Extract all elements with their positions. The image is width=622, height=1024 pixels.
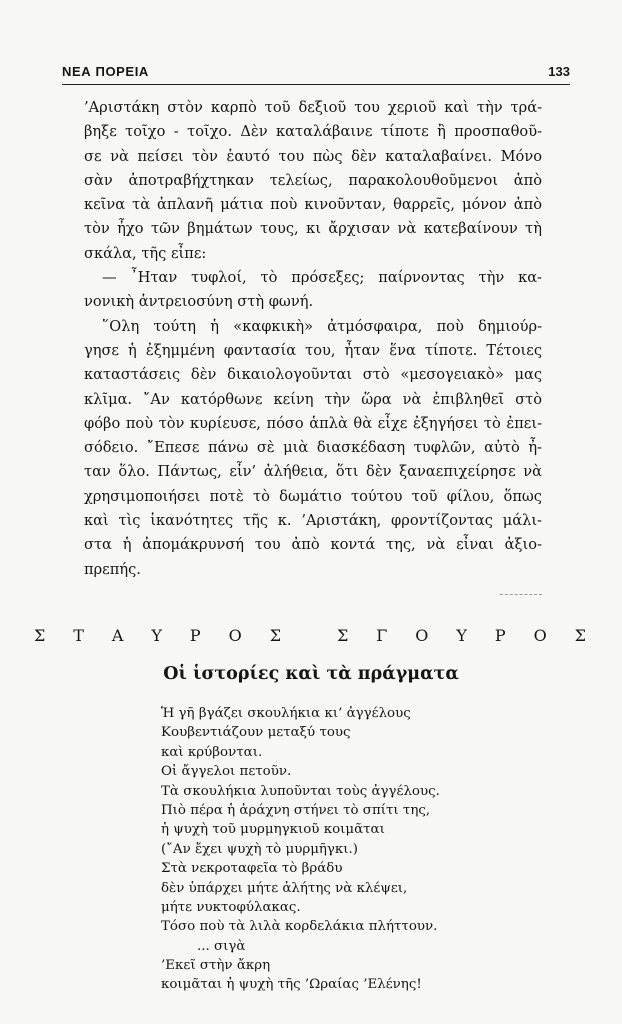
prose-line: σόδειο. ῎Επεσε πάνω σὲ μιὰ διασκέδαση τυφλῶν, αὐτὸ ἦ- bbox=[84, 439, 542, 457]
author-letter: Σ bbox=[269, 626, 282, 645]
poem-line: Στὰ νεκροταφεῖα τὸ βράδυ bbox=[161, 861, 343, 877]
poem-line: Ἡ γῆ βγάζει σκουλήκια κι’ ἀγγέλους bbox=[161, 706, 411, 721]
poem-line: Τὰ σκουλήκια λυποῦνται τοὺς ἀγγέλους. bbox=[161, 783, 440, 799]
prose-line: ταν ὅλο. Πάντως, εἶν’ ἀλήθεια, ὅτι δὲν ξαναεπιχείρησε νὰ bbox=[84, 463, 542, 481]
poem-line: Οἱ ἄγγελοι πετοῦν. bbox=[161, 764, 292, 780]
author-name bbox=[34, 626, 586, 650]
author-letter: Σ bbox=[336, 626, 349, 645]
prose-line: τὸν ἦχο τῶν βημάτων τους, κι ἄρχισαν νὰ κατεβαίνουν τὴ bbox=[84, 220, 542, 238]
author-letter: Γ bbox=[376, 626, 388, 645]
prose-line: γησε ἡ ἐξημμένη φαντασία του, ἦταν ἕνα τίποτε. Τέτοιες bbox=[84, 341, 542, 359]
poem-title: Οἱ ἱστορίες καὶ τὰ πράγματα bbox=[163, 664, 459, 684]
prose-body bbox=[84, 96, 542, 582]
prose-line: καταστάσεις δὲν δικαιολογοῦνται στὸ «μεσογειακὸ» μας bbox=[84, 366, 542, 384]
poem-line: Πιὸ πέρα ἡ ἀράχνη στήνει τὸ σπίτι της, bbox=[161, 802, 431, 818]
author-letter: Ρ bbox=[494, 626, 506, 645]
poem-line: δὲν ὑπάρχει μήτε ἀλήτης νὰ κλέψει, bbox=[161, 880, 408, 896]
prose-line: χρησιμοποιήσει ποτὲ τὸ δωμάτιο τούτου τοῦ φίλου, ὅπως bbox=[84, 487, 542, 505]
poem-line: (῎Αν ἔχει ψυχὴ τὸ μυρμῆγκι.) bbox=[161, 841, 359, 857]
running-head bbox=[62, 62, 570, 85]
author-letter: Ο bbox=[415, 626, 429, 645]
prose-line: ’Αριστάκη στὸν καρπὸ τοῦ δεξιοῦ του χεριοῦ καὶ τὴν τρά- bbox=[84, 99, 542, 116]
author-letter: Ρ bbox=[189, 626, 201, 645]
end-ornament bbox=[500, 594, 542, 597]
author-letter: Ο bbox=[533, 626, 547, 645]
prose-line: βηξε τοῖχο - τοῖχο. Δὲν καταλάβαινε τίποτε ἢ προσπαθοῦ- bbox=[84, 123, 542, 141]
poem-line: ’Εκεῖ στὴν ἄκρη bbox=[161, 958, 271, 974]
page-number: 133 bbox=[548, 64, 570, 79]
author-letter: Σ bbox=[574, 626, 586, 645]
author-letter: Υ bbox=[151, 626, 162, 645]
author-letter: Σ bbox=[34, 626, 46, 645]
author-letter: Τ bbox=[73, 626, 84, 645]
prose-line: — ῏Ηταν τυφλοί, τὸ πρόσεξες; παίρνοντας τὴν κα- bbox=[102, 269, 542, 287]
author-letter: Υ bbox=[456, 626, 467, 645]
prose-line: σὰν ἀποτραβήχτηκαν τελείως, παρακολουθοῦμενοι ἀπὸ bbox=[84, 171, 542, 189]
poem-line: καὶ κρύβονται. bbox=[161, 744, 263, 760]
journal-title: ΝΕΑ ΠΟΡΕΙΑ bbox=[62, 64, 149, 79]
poem-line: κοιμᾶται ἡ ψυχὴ τῆς ’Ωραίας ’Ελένης! bbox=[161, 977, 422, 993]
prose-line: κλῖμα. ῎Αν κατόρθωνε κείνη τὴν ὥρα νὰ ἐπιβληθεῖ στὸ bbox=[84, 390, 542, 408]
prose-line: ῞Ολη τούτη ἡ «καφκικὴ» ἀτμόσφαιρα, ποὺ δημιούρ- bbox=[102, 317, 542, 335]
prose-line: στα ἡ ἀπομάκρυνσή του ἀπὸ κοντά της, νὰ εἶναι ἀξιο- bbox=[84, 536, 542, 554]
author-letter: Ο bbox=[228, 626, 242, 645]
prose-line: σε νὰ πείσει τὸν ἑαυτό του πὼς δὲν καταλαβαίνει. Μόνο bbox=[84, 147, 542, 165]
poem-line: ἡ ψυχὴ τοῦ μυρμηγκιοῦ κοιμᾶται bbox=[161, 822, 385, 838]
poem-line: Τόσο ποὺ τὰ λιλὰ κορδελάκια πλήττουν. bbox=[161, 919, 438, 935]
poem-line: Κουβεντιάζουν μεταξύ τους bbox=[161, 725, 351, 741]
prose-line: καὶ τὶς ἱκανότητες τῆς κ. ’Αριστάκη, φροντίζοντας μάλι- bbox=[84, 512, 542, 530]
prose-line: κεῖνα τὰ ἀπλανῆ μάτια ποὺ κινοῦνταν, θαρρεῖς, μόνον ἀπὸ bbox=[84, 196, 542, 214]
prose-line: φόβο ποὺ τὸν κυρίευσε, πόσο ἁπλὰ θὰ εἶχε ἐξηγήσει τὸ ἐπει- bbox=[84, 414, 542, 432]
poem-line: μήτε νυκτοφύλακας. bbox=[161, 899, 301, 915]
prose-line: νονικὴ ἀντρειοσύνη στὴ φωνή. bbox=[84, 293, 314, 311]
poem-line: ... σιγὰ bbox=[197, 938, 246, 954]
poem-body bbox=[161, 704, 561, 995]
prose-line: πρεπής. bbox=[84, 560, 141, 578]
author-letter: Α bbox=[111, 626, 124, 645]
prose-line: σκάλα, τῆς εἶπε: bbox=[84, 244, 207, 262]
